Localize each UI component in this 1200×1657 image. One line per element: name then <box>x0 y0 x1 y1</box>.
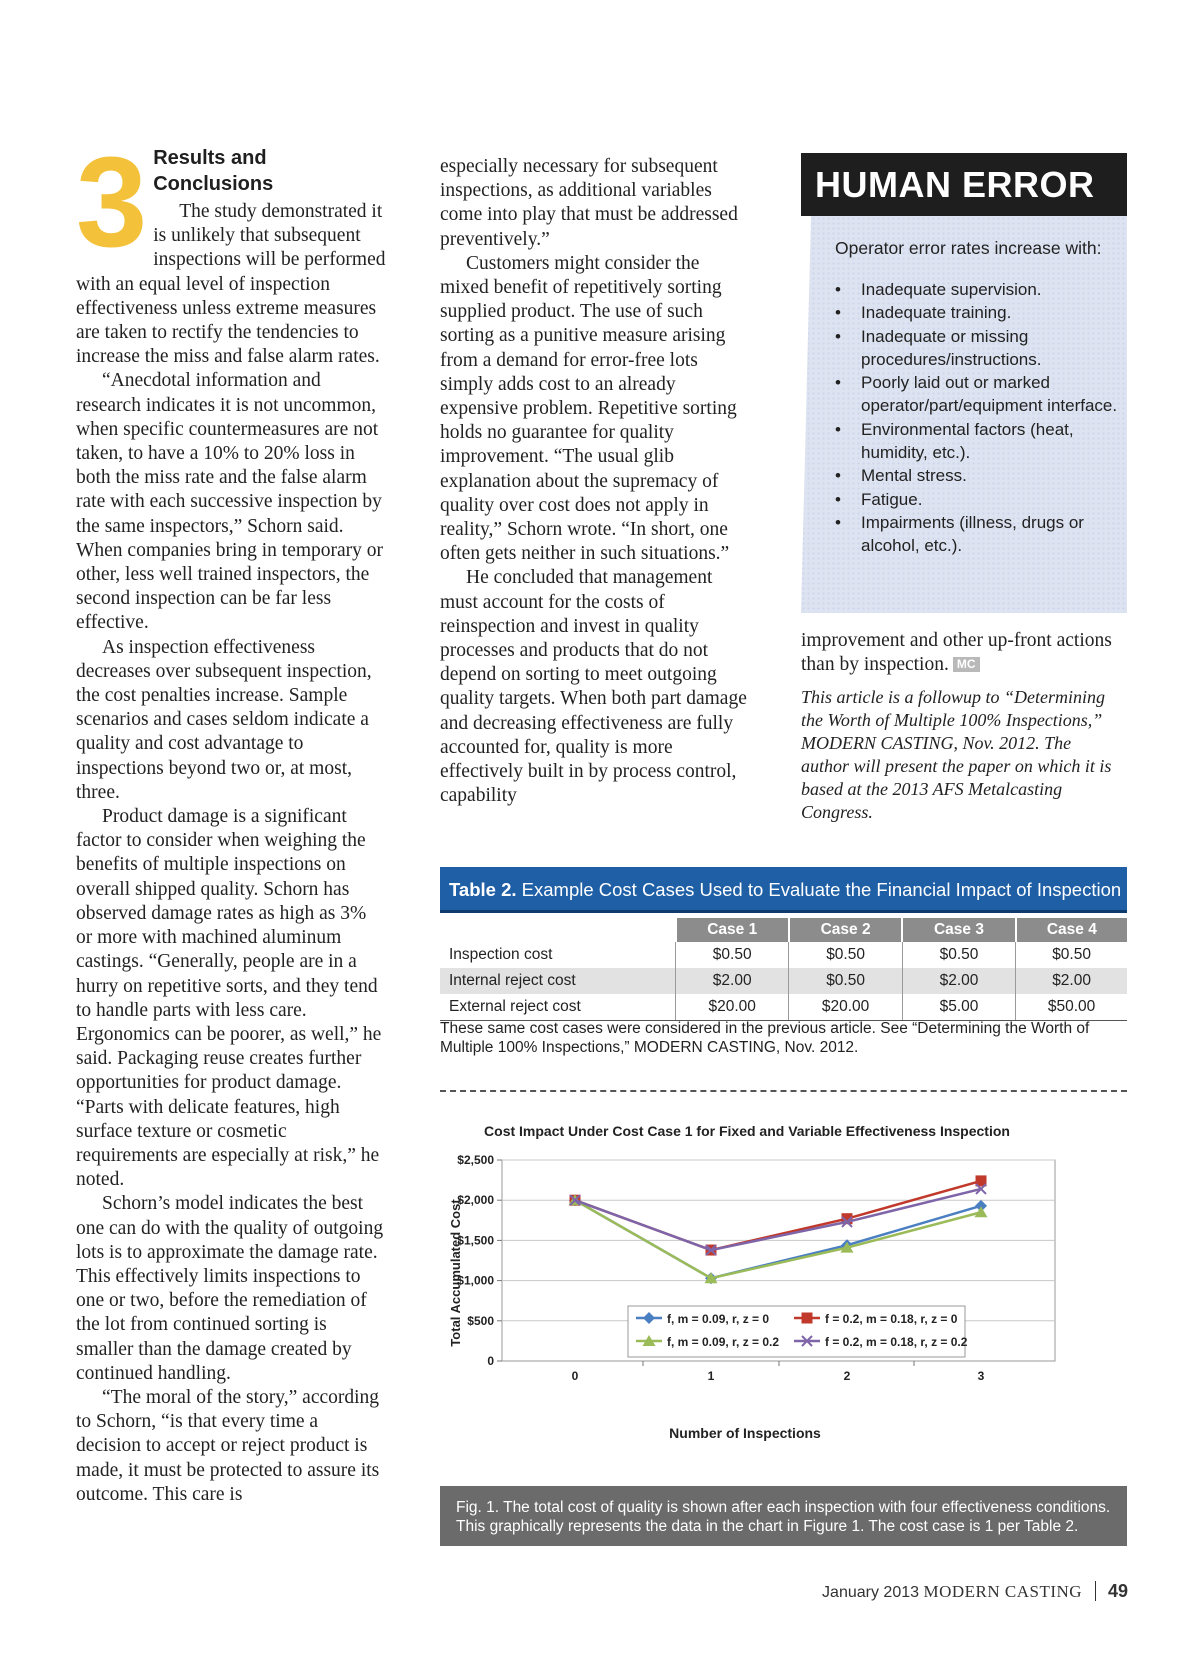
table-cell: $0.50 <box>902 942 1015 968</box>
chart-x-axis-label: Number of Inspections <box>669 1425 821 1441</box>
table-cell: $2.00 <box>676 968 789 994</box>
x-tick-label: 0 <box>571 1369 579 1383</box>
cost-impact-chart <box>440 1115 1130 1450</box>
article-column-1 <box>76 131 386 1507</box>
legend-label: f, m = 0.09, r, z = 0 <box>667 1312 770 1326</box>
table-title-text: Example Cost Cases Used to Evaluate the Financial Impact of Inspection <box>521 879 1122 900</box>
paragraph: “The moral of the story,” according to Schorn, “is that every time a decision to accept or reject product is made, it must be protected to assure its outcome. This care is <box>76 1386 380 1505</box>
table-row <box>440 942 1127 968</box>
table-title-label: Table 2. <box>449 879 517 900</box>
table-header-cell: Case 3 <box>902 918 1015 942</box>
figure-caption: Fig. 1. The total cost of quality is shown after each inspection with four effectiveness conditions. This graphically represents the data in the chart in Figure 1. The cost case is 1 per Table 2. <box>440 1486 1127 1546</box>
table-header-cell: Case 4 <box>1016 918 1127 942</box>
y-tick-label: $2,000 <box>457 1193 494 1208</box>
paragraph: Schorn’s model indicates the best one can do with the quality of outgoing lots is to approximate the damage rate. This effectively limits inspections to one or two, before the remediation of the lot from continued sorting is smaller than the damage created by continued handling. <box>76 1193 384 1384</box>
table-row <box>440 994 1127 1021</box>
table-cell: $0.50 <box>789 942 902 968</box>
drop-cap: 3 <box>76 131 148 274</box>
table-cell: $2.00 <box>1016 968 1127 994</box>
table-footnote: These same cost cases were considered in the previous article. See “Determining the Worth of Multiple 100% Inspections,” MODERN CASTING, Nov. 2012. <box>440 1020 1090 1056</box>
paragraph: “Anecdotal information and research indicates it is not uncommon, when specific countermeasures are not taken, to have a 10% to 20% loss in both the miss rate and the false alarm rate with each successive inspection by the same inspectors,” Schorn said. When companies bring in temporary or other, less well trained inspectors, the second inspection can be far less effective. <box>76 370 384 634</box>
sidebar-intro: Operator error rates increase with: <box>835 238 1102 258</box>
table-row-label: External reject cost <box>440 994 676 1021</box>
table-header-row <box>440 918 1127 942</box>
table-cell: $5.00 <box>902 994 1015 1021</box>
table-header-cell: Case 1 <box>676 918 789 942</box>
chart-title: Cost Impact Under Cost Case 1 for Fixed and Variable Effectiveness Inspection <box>484 1123 1010 1139</box>
y-tick-label: $500 <box>467 1313 494 1328</box>
table-row-label: Inspection cost <box>449 946 553 963</box>
list-item: • Impairments (illness, drugs or alcohol, etc.). <box>831 511 1121 558</box>
list-item: • Inadequate training. <box>831 301 1121 324</box>
paragraph: The study demonstrated it is unlikely that subsequent inspections will be performed with an equal level of inspection effectiveness unless extreme measures are taken to rectify the tendencies to increase the miss and false alarm rates. <box>76 201 386 368</box>
footer-separator <box>1095 1581 1096 1601</box>
table-row <box>440 968 1127 994</box>
article-column-2 <box>440 155 750 808</box>
table-header-empty <box>440 918 676 942</box>
table-cell: $0.50 <box>789 968 902 994</box>
paragraph: Customers might consider the mixed benefit of repetitively sorting supplied product. The use of such sorting as a punitive measure arising from a demand for error-free lots simply adds cost to an already expensive problem. Repetitive sorting holds no guarantee for quality improvement. “The usual glib explanation about the supremacy of quality over cost does not apply in reality,” Schorn wrote. “In short, one often gets neither in such situations.” <box>440 252 737 565</box>
human-error-sidebar <box>801 153 1127 613</box>
list-item: • Environmental factors (heat, humidity, etc.). <box>831 418 1121 465</box>
article-note: This article is a followup to “Determining the Worth of Multiple 100% Inspections,” MODERN CASTING, Nov. 2012. The author will present the paper on which it is based at the 2013 AFS Metalcasting Congress. <box>801 687 1112 822</box>
paragraph: especially necessary for subsequent inspections, as additional variables come into play that must be addressed preventively.” <box>440 156 738 250</box>
table-cell: $0.50 <box>1016 942 1127 968</box>
data-point <box>802 1313 813 1324</box>
legend-label: f, m = 0.09, r, z = 0.2 <box>667 1335 780 1349</box>
sidebar-body <box>801 216 1127 613</box>
x-tick-label: 1 <box>707 1369 715 1383</box>
table-row-label: Internal reject cost <box>440 968 676 994</box>
paragraph: improvement and other up-front actions than by inspection. <box>801 630 1112 676</box>
list-item: • Fatigue. <box>831 488 1121 511</box>
table-cell: $0.50 <box>676 942 789 968</box>
list-item: • Mental stress. <box>831 464 1121 487</box>
table-cell: $2.00 <box>902 968 1015 994</box>
table-title <box>440 867 1127 913</box>
end-mark-badge: MC <box>953 657 980 672</box>
legend-label: f = 0.2, m = 0.18, r, z = 0.2 <box>825 1335 968 1349</box>
table-header-cell: Case 2 <box>789 918 902 942</box>
table-cell: $20.00 <box>676 994 789 1021</box>
footer-magazine: MODERN CASTING <box>923 1582 1083 1601</box>
article-column-3 <box>801 629 1121 677</box>
table-cell: $50.00 <box>1016 994 1127 1021</box>
paragraph: He concluded that management must account for the costs of reinspection and invest in quality processes and products that do not depend on sorting to meet outgoing quality targets. When both part damage and decreasing effectiveness are fully accounted for, quality is more effectively built in by process control, capability <box>440 567 747 807</box>
table-cell: $20.00 <box>789 994 902 1021</box>
page-number: 49 <box>1107 1581 1128 1601</box>
sidebar-list <box>831 278 1121 558</box>
x-tick-label: 3 <box>977 1369 985 1383</box>
y-tick-label: $1,500 <box>457 1233 494 1248</box>
chart-y-axis-label: Total Accumulated Cost <box>448 1199 463 1347</box>
paragraph: Product damage is a significant factor to consider when weighing the benefits of multiple inspections on overall shipped quality. Schorn has observed damage rates as high as 3% or more with machined aluminum castings. “Generally, people are in a hurry on repetitive sorts, and they tend to handle parts with less care. Ergonomics can be poorer, as well,” he said. Packaging reuse creates further opportunities for product damage. “Parts with delicate features, high surface texture or cosmetic requirements are especially at risk,” he noted. <box>76 806 382 1191</box>
paragraph: As inspection effectiveness decreases over subsequent inspection, the cost penalties increase. Sample scenarios and cases seldom indicate a quality and cost advantage to inspections beyond two or, at most, three. <box>76 636 372 803</box>
footer-date: January 2013 <box>822 1584 920 1601</box>
section-heading: Results and Conclusions <box>153 147 274 195</box>
dashed-divider <box>440 1090 1127 1092</box>
list-item: • Inadequate supervision. <box>831 278 1121 301</box>
x-tick-label: 2 <box>843 1369 851 1383</box>
y-tick-label: $1,000 <box>457 1273 494 1288</box>
chart-legend <box>628 1306 968 1357</box>
y-tick-label: 0 <box>487 1354 494 1368</box>
page-footer <box>822 1581 1128 1602</box>
cost-table <box>440 918 1127 1021</box>
sidebar-title: HUMAN ERROR <box>801 153 1127 216</box>
legend-label: f = 0.2, m = 0.18, r, z = 0 <box>825 1312 958 1326</box>
list-item: • Poorly laid out or marked operator/part/equipment interface. <box>831 371 1121 418</box>
list-item: • Inadequate or missing procedures/instructions. <box>831 325 1121 372</box>
y-tick-label: $2,500 <box>457 1153 494 1167</box>
